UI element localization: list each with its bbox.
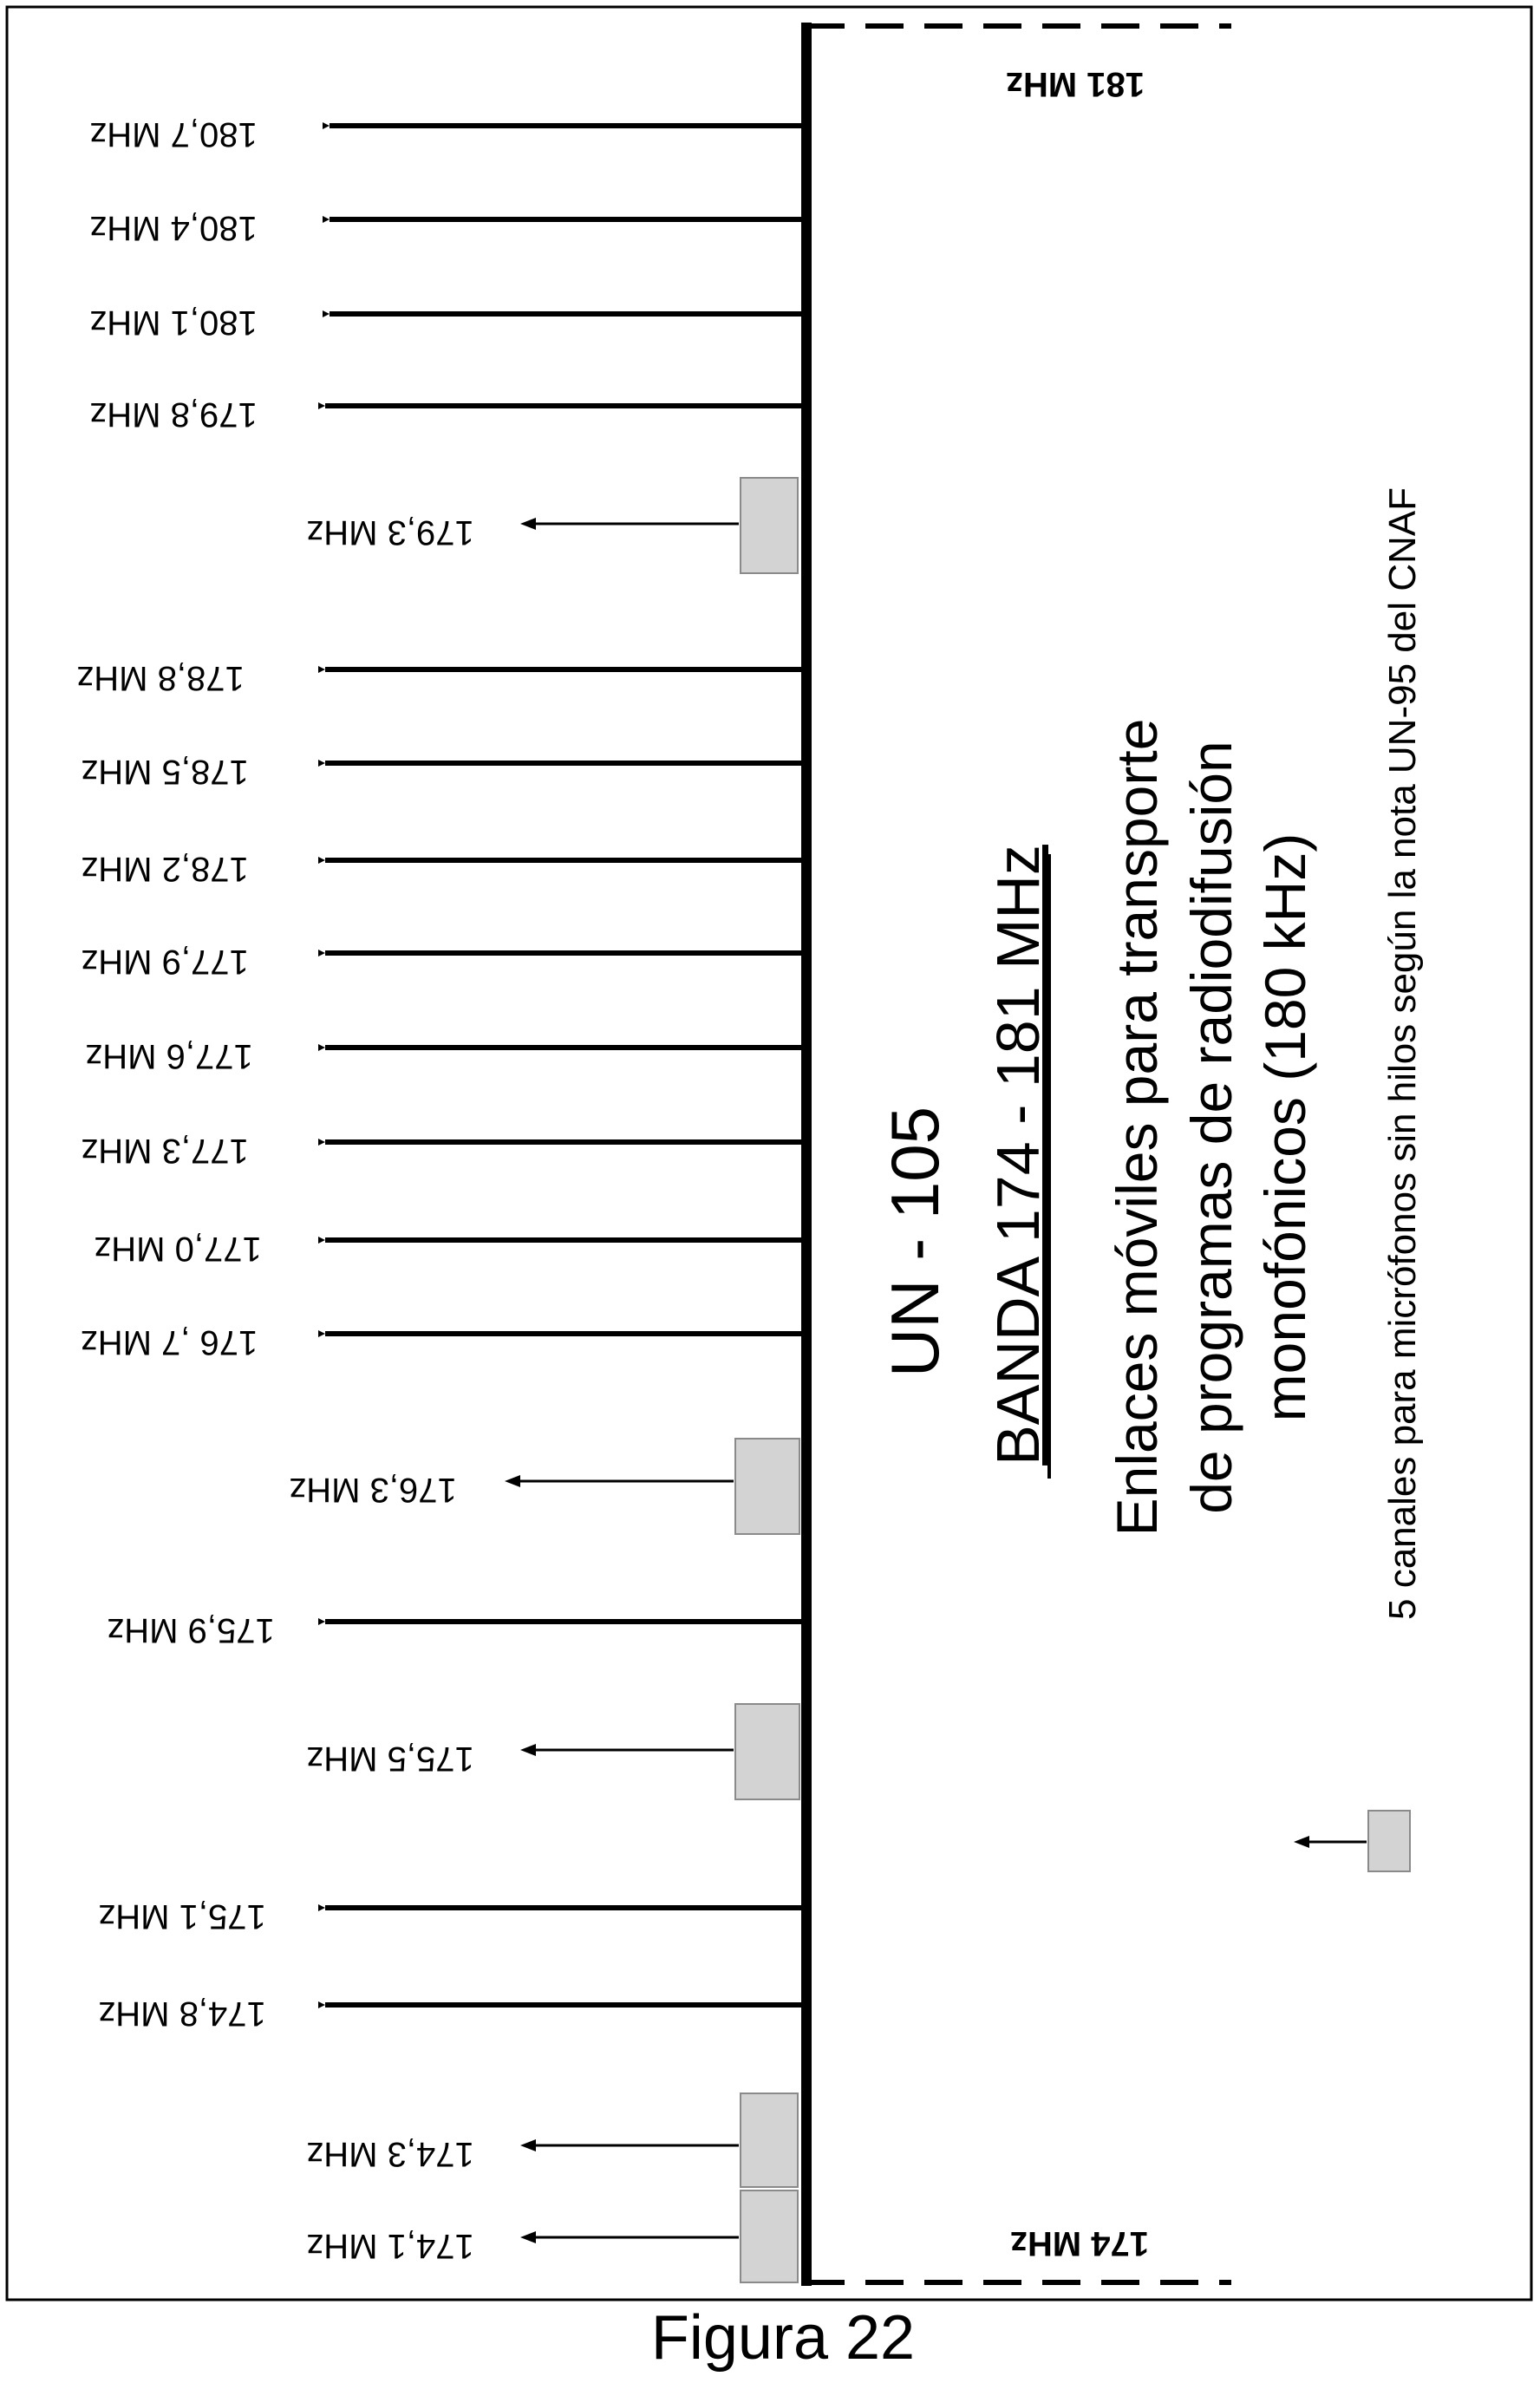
mobile-link-13 (107, 1611, 801, 1649)
mobile-link-14 (98, 1897, 801, 1936)
mic-box-icon (741, 2093, 798, 2187)
mobile-link-6 (81, 753, 801, 791)
frequency-label: 180,4 MHz (89, 209, 258, 247)
frequency-label: 180,7 MHz (89, 115, 258, 153)
frequency-label: 176 ,7 MHz (80, 1323, 258, 1361)
frequency-label: 178,5 MHz (81, 753, 249, 791)
figure-caption: Figura 22 (650, 2303, 916, 2373)
microphone-note: 5 canales para micrófonos sin hilos según la nota UN-95 del CNAF (1381, 487, 1424, 1620)
frequency-label: 174,1 MHz (306, 2227, 474, 2265)
mic-channel-1 (306, 478, 798, 573)
description-line-1: Enlaces móviles para transporte (1105, 718, 1169, 1537)
mic-box-icon (735, 1704, 799, 1799)
mobile-link-10 (81, 1132, 801, 1170)
edge-label-top: 181 MHz (1005, 65, 1145, 103)
frequency-label: 175,5 MHz (306, 1740, 474, 1778)
frequency-label: 177,9 MHz (81, 943, 249, 981)
mobile-link-15 (98, 1995, 801, 2033)
frequency-label: 174,3 MHz (306, 2135, 474, 2173)
mobile-link-11 (94, 1230, 801, 1268)
arrow-head (520, 2231, 536, 2243)
microphone-channels-group (289, 478, 799, 2282)
description-line-2: de programas de radiodifusión (1179, 741, 1243, 1514)
frequency-label: 175,1 MHz (98, 1897, 266, 1936)
mobile-link-8 (81, 943, 801, 981)
description-line-3: monofónicos (180 kHz) (1253, 832, 1317, 1422)
edge-label-bottom: 174 MHz (1009, 2224, 1150, 2262)
frequency-label: 174,8 MHz (98, 1995, 266, 2033)
band-range-title: BANDA 174 - 181 MHz (984, 845, 1052, 1466)
mobile-link-12 (81, 1323, 801, 1361)
mobile-link-5 (76, 659, 801, 697)
mic-channel-3 (306, 1704, 799, 1799)
arrow-head (505, 1475, 520, 1487)
frequency-label: 178,8 MHz (76, 659, 245, 697)
frequency-label: 179,3 MHz (306, 513, 474, 552)
mic-box-icon (735, 1439, 799, 1534)
mobile-link-7 (81, 850, 801, 888)
mic-channel-5 (306, 2190, 798, 2282)
mobile-link-3 (89, 304, 801, 342)
frequency-label: 176,3 MHz (289, 1471, 457, 1509)
mic-channel-4 (306, 2093, 798, 2187)
mic-box-icon (741, 2190, 798, 2282)
frequency-label: 177,0 MHz (94, 1230, 262, 1268)
mic-box-icon (741, 478, 798, 573)
arrow-head (520, 2139, 536, 2151)
frequency-label: 175,9 MHz (107, 1611, 275, 1649)
frequency-label: 180,1 MHz (89, 304, 258, 342)
frequency-label: 178,2 MHz (81, 850, 249, 888)
frequency-label: 177,3 MHz (81, 1132, 249, 1170)
band-title-un105: UN - 105 (877, 1106, 953, 1378)
frequency-label: 179,8 MHz (89, 395, 258, 434)
arrow-head (520, 518, 536, 530)
mic-channel-2 (289, 1439, 799, 1534)
legend-mic-channel (1294, 1811, 1410, 1871)
mobile-link-2 (89, 209, 801, 247)
mobile-link-9 (85, 1037, 801, 1075)
frequency-label: 177,6 MHz (85, 1037, 253, 1075)
arrow-head (520, 1744, 536, 1756)
mobile-link-1 (89, 115, 801, 153)
legend-box-icon (1368, 1811, 1410, 1871)
mobile-link-4 (89, 395, 801, 434)
arrow-head (1294, 1836, 1309, 1848)
